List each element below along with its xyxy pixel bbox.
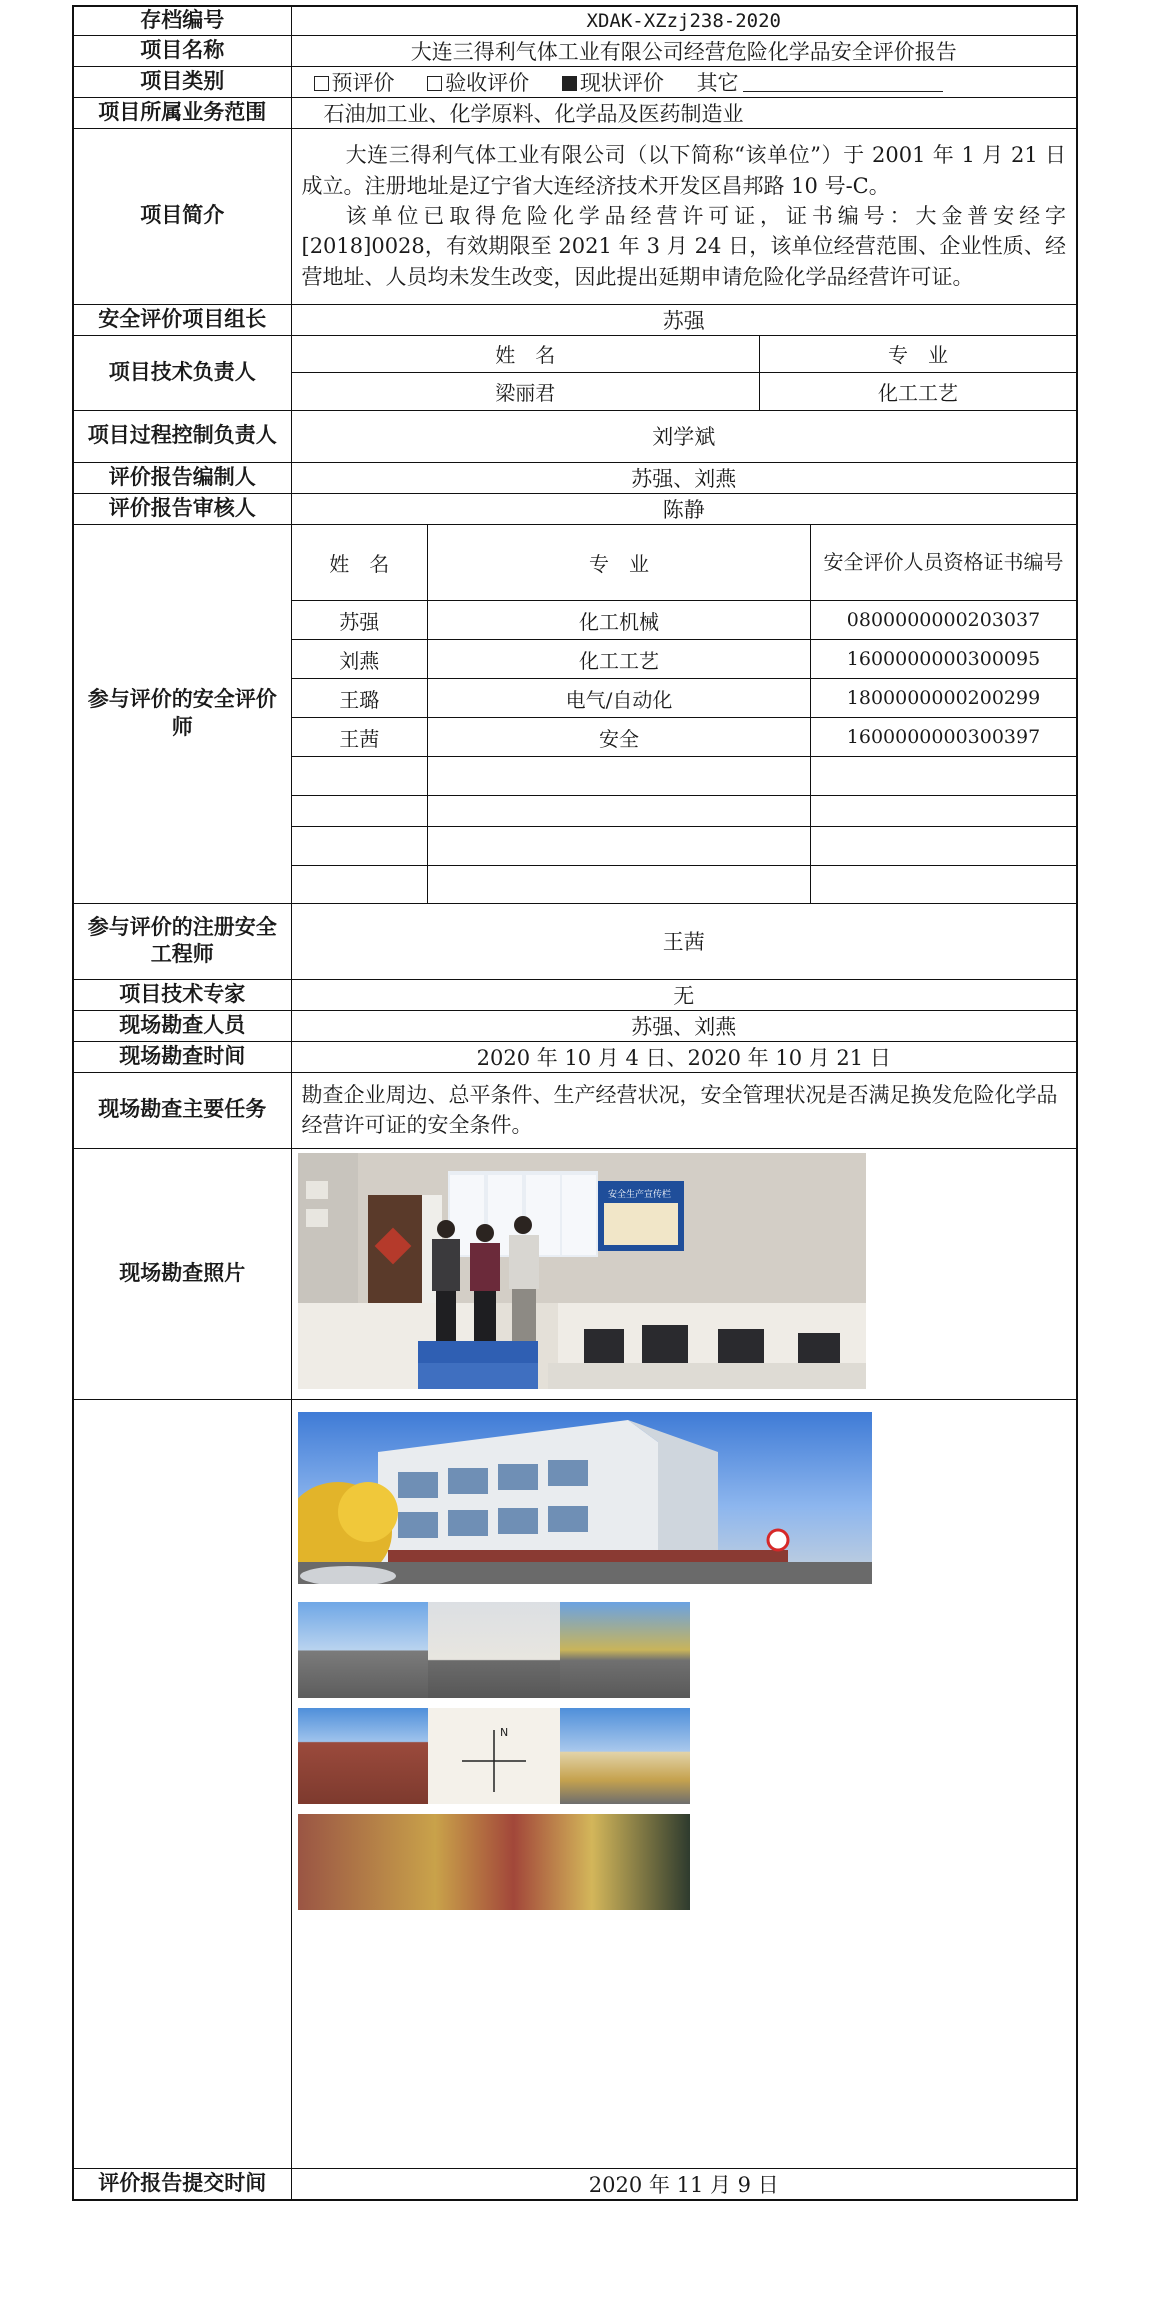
table-row [292,601,1077,640]
assessors-col-major: 专 业 [428,525,811,601]
option-other: 其它 [697,71,943,95]
intro-paragraph-2: 该单位已取得危险化学品经营许可证，证书编号：大金普安经字[2018]0028，有效期限至 2021 年 3 月 24 日，该单位经营范围、企业性质、经营地址、人员均未发生改变，因此提出延期申请危险化学品经营许可证。 [301,204,1066,289]
assessors-col-name: 姓 名 [292,525,428,601]
survey-photo-cell [291,1148,1077,1399]
tech-lead-col-name: 姓 名 [292,336,760,373]
submit-value: 2020 年 11 月 9 日 [291,2168,1077,2200]
table-row [292,679,1077,718]
assessor-major: 化工机械 [428,601,811,640]
assessor-cert: 1600000000300095 [811,640,1077,679]
assessor-cert: 1600000000300397 [811,718,1077,757]
assessor-major: 安全 [428,718,811,757]
row-reviewer [73,493,1077,524]
north-arrow-panel [428,1708,560,1804]
row-assessors [73,524,1077,903]
assessor-cert: 1800000000200299 [811,679,1077,718]
row-survey-staff [73,1010,1077,1041]
other-underline [743,73,943,92]
assessor-major: 化工工艺 [428,640,811,679]
row-archive [73,6,1077,35]
survey-task-label: 现场勘查主要任务 [73,1072,291,1148]
assessors-cell [291,524,1077,903]
assessor-name: 王茜 [292,718,428,757]
scope-label: 项目所属业务范围 [73,97,291,128]
office-photo-illustration [298,1153,866,1389]
reviewer-value: 陈静 [291,493,1077,524]
office-photo [298,1153,866,1389]
project-name-label: 项目名称 [73,35,291,66]
table-row-empty [292,757,1077,796]
row-project-name [73,35,1077,66]
row-tech-lead [73,335,1077,410]
engineer-label: 参与评价的注册安全工程师 [73,903,291,979]
street-photo-3 [560,1602,690,1698]
submit-label: 评价报告提交时间 [73,2168,291,2200]
row-expert [73,979,1077,1010]
building-illustration [298,1412,872,1584]
red-building-photo [298,1708,428,1804]
assessor-name: 苏强 [292,601,428,640]
project-name-value: 大连三得利气体工业有限公司经营危险化学品安全评价报告 [291,35,1077,66]
assessor-cert: 0800000000203037 [811,601,1077,640]
survey-task-value: 勘查企业周边、总平条件、生产经营状况，安全管理状况是否满足换发危险化学品经营许可证的安全条件。 [291,1072,1077,1148]
survey-photo-label: 现场勘查照片 [73,1148,291,1399]
checkbox-icon [314,76,329,91]
row-intro [73,128,1077,304]
table-row-empty [292,827,1077,866]
tech-lead-major: 化工工艺 [760,373,1077,410]
survey-time-label: 现场勘查时间 [73,1041,291,1072]
north-arrow-icon [428,1708,560,1804]
collage-cell [291,1399,1077,2168]
row-editor [73,462,1077,493]
building-photo [298,1412,872,1584]
row-survey-task [73,1072,1077,1148]
reviewer-label: 评价报告审核人 [73,493,291,524]
row-leader [73,304,1077,335]
assessor-name: 王璐 [292,679,428,718]
process-value: 刘学斌 [291,410,1077,462]
engineer-value: 王茜 [291,903,1077,979]
table-row [292,718,1077,757]
expert-label: 项目技术专家 [73,979,291,1010]
evaluation-record-sheet [72,5,1078,2294]
assessors-col-cert: 安全评价人员资格证书编号 [811,525,1077,601]
assessor-major: 电气/自动化 [428,679,811,718]
autumn-trees-photo [298,1814,690,1910]
leader-value: 苏强 [291,304,1077,335]
tower-photo [560,1708,690,1804]
intro-label: 项目简介 [73,128,291,304]
survey-time-value: 2020 年 10 月 4 日、2020 年 10 月 21 日 [291,1041,1077,1072]
table-row [292,640,1077,679]
process-label: 项目过程控制负责人 [73,410,291,462]
tech-lead-col-major: 专 业 [760,336,1077,373]
street-photo-2 [428,1602,560,1698]
row-engineer [73,903,1077,979]
leader-label: 安全评价项目组长 [73,304,291,335]
intro-text [291,128,1077,304]
archive-value: XDAK-XZzj238-2020 [291,6,1077,35]
checkbox-checked-icon [562,76,577,91]
row-survey-time [73,1041,1077,1072]
project-type-label: 项目类别 [73,66,291,97]
tech-lead-table [292,336,1077,410]
editor-value: 苏强、刘燕 [291,462,1077,493]
board-text: 安全生产宣传栏 [607,1189,671,1200]
assessors-table [292,525,1077,903]
assessor-name: 刘燕 [292,640,428,679]
intro-paragraph-1: 大连三得利气体工业有限公司（以下简称“该单位”）于 2001 年 1 月 21 日成立。注册地址是辽宁省大连经济技术开发区昌邦路 10 号-C。 [301,143,1066,198]
archive-label: 存档编号 [73,6,291,35]
table-row-empty [292,796,1077,827]
option-current-evaluation[interactable]: 现状评价 [562,67,664,97]
row-photo-collage [73,1399,1077,2168]
assessors-label: 参与评价的安全评价师 [73,524,291,903]
row-scope [73,97,1077,128]
editor-label: 评价报告编制人 [73,462,291,493]
tech-lead-name: 梁丽君 [292,373,760,410]
record-table [72,5,1078,2201]
row-survey-photo [73,1148,1077,1399]
row-submit [73,2168,1077,2200]
table-row-empty [292,866,1077,903]
assessors-header [292,525,1077,601]
street-photo-1 [298,1602,428,1698]
scope-value: 石油加工业、化学原料、化学品及医药制造业 [291,97,1077,128]
tech-lead-cell [291,335,1077,410]
option-pre-evaluation[interactable]: 预评价 [314,67,395,97]
collage-label-empty [73,1399,291,2168]
expert-value: 无 [291,979,1077,1010]
tech-lead-label: 项目技术负责人 [73,335,291,410]
option-acceptance-evaluation[interactable]: 验收评价 [427,67,529,97]
project-type-options [291,66,1077,97]
row-project-type [73,66,1077,97]
survey-staff-value: 苏强、刘燕 [291,1010,1077,1041]
checkbox-icon [427,76,442,91]
north-label: N [499,1725,508,1739]
survey-staff-label: 现场勘查人员 [73,1010,291,1041]
row-process [73,410,1077,462]
